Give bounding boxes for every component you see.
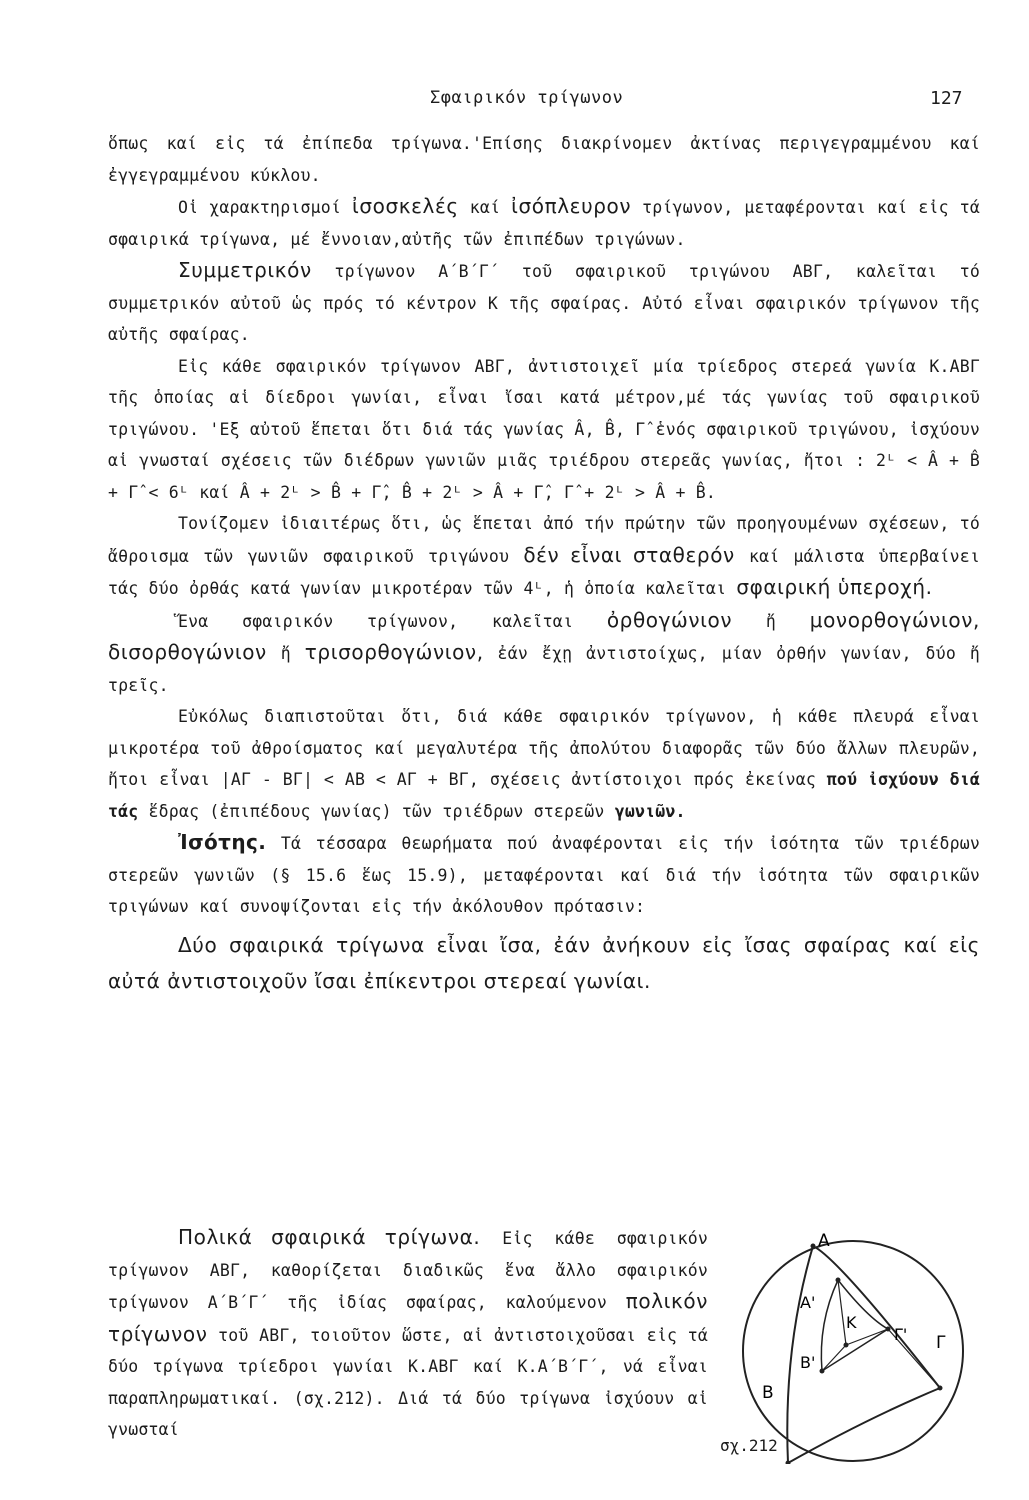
term-right: ὀρθογώνιον [606,607,733,632]
term-polar-triangles: Πολικά σφαιρικά τρίγωνα. [178,1225,481,1249]
p7-text-c: πού ἰσχύουν διά τάς [108,770,980,821]
p5-text-a: Τονίζομεν ἰδιαιτέρως ὅτι, ὡς ἕπεται ἀπό τήν πρώτην τῶν προηγουμένων σχέσεων, τό ἄθροισμα τῶν γωνιῶν σφαιρικοῦ τριγώνου [108,514,980,566]
term-equality: Ἰσότης. [178,830,267,854]
p7-equation: |ΑΓ - ΒΓ| < ΑΒ < ΑΓ + ΒΓ [220,770,469,789]
p3-text-b: τρίγωνον Α΄Β΄Γ΄ τοῦ σφαιρικοῦ τριγώνου ΑΒΓ, καλεῖται τό συμμετρικόν αὐτοῦ ὡς πρός τό κέντρον Κ τῆς σφαίρας. Αὐτό εἶναι σφαιρικόν τρίγωνον τῆς αὐτῆς σφαίρας. [108,262,980,344]
figure-caption: σχ.212 [720,1436,778,1455]
p2-text-e: τρίγωνον, μεταφέρονται καί εἰς τά σφαιρικά τρίγωνα, μέ ἔννοιαν,αὐτῆς τῶν ἐπιπέδων τριγώνων. [108,198,980,249]
paragraph-7 [108,701,980,827]
p9-text-d: τοῦ ΑΒΓ, τοιοῦτον ὥστε, αἱ ἀντιστοιχοῦσαι εἰς τά δύο τρίγωνα τρίεδροι γωνίαι Κ.ΑΒΓ καί Κ.Α΄Β΄Γ΄, νά εἶναι παραπληρωματικαί. (σχ.212). Διά τά δύο τρίγωνα ἰσχύουν αἱ γνωσταί [108,1325,708,1439]
term-spherical-excess: σφαιρική ὑπεροχή. [736,575,933,599]
p7-text-b: , σχέσεις ἀντίστοιχοι πρός ἐκείνας [468,770,827,789]
p7-text-a: Εὐκόλως διαπιστοῦται ὅτι, διά κάθε σφαιρικόν τρίγωνον, ἡ κάθε πλευρά εἶναι μικροτέρα τοῦ ἀθροίσματος καί μεγαλυτέρα τῆς ἀπολύτου διαφορᾶς τῶν δύο ἄλλων πλευρῶν, ἤτοι εἶναι [108,707,980,789]
label-A: A [818,1231,830,1251]
p4-text: Εἰς κάθε σφαιρικόν τρίγωνον ΑΒΓ, ἀντιστοιχεῖ μία τρίεδρος στερεά γωνία Κ.ΑΒΓ τῆς ὁποίας αἱ δίεδροι γωνίαι, εἶναι ἴσαι κατά μέτρον,μέ τάς γωνίας τοῦ σφαιρικοῦ τριγώνου. 'Εξ αὐτοῦ ἕπεται ὅτι διά τάς γωνίας Â, B̂, Γ̂ ἑνός σφαιρικοῦ τριγώνου, ἰσχύουν αἱ γνωσταί σχέσεις τῶν διέδρων γωνιῶν μιᾶς τριέδρου στερεᾶς γωνίας, ἤτοι : [108,356,980,470]
theorem-statement: Δύο σφαιρικά τρίγωνα εἶναι ἴσα, ἐάν ἀνήκουν εἰς ἴσας σφαίρας καί εἰς αὐτά ἀντιστοιχοῦν ἴσαι ἐπίκεντροι στερεαί γωνίαι. [108,932,980,993]
label-G1: Γ' [894,1325,908,1344]
K-to-A1 [838,1280,846,1345]
paragraph-1 [108,128,980,191]
term-polar-triangle: πολικόν τρίγωνον [108,1289,708,1346]
label-A1: A' [800,1293,816,1312]
page-number: 127 [930,88,963,109]
p4-equation-1: 2ᴸ < Â + B̂ + Γ̂ < 6ᴸ καί Â + 2ᴸ > B̂ + Γ̂, [108,451,981,502]
paragraph-6 [108,605,980,702]
p7-text-d: ἕδρας (ἐπιπέδους γωνίας) τῶν τριέδρων στερεῶν [138,801,615,821]
term-equilateral: ἰσόπλευρον [511,194,632,218]
polar-triangles-paragraph [108,1222,708,1446]
point-G [938,1386,943,1391]
figure-212 [718,1228,984,1464]
p9-text-b: Εἰς κάθε σφαιρικόν τρίγωνον ΑΒΓ, καθορίζεται διαδικῶς ἕνα ἄλλο σφαιρικόν τρίγωνον Α΄Β΄Γ΄ τῆς ἰδίας σφαίρας, καλούμενον [108,1229,708,1312]
p6-text-a: Ἕνα σφαιρικόν τρίγωνον, καλεῖται [178,611,607,631]
paragraph-4 [108,351,980,509]
p6-text-c: ἤ [732,611,810,631]
p7-text-e: γωνιῶν. [614,801,686,821]
p2-text-a: Οἱ χαρακτηρισμοί [178,198,352,217]
term-birectangular: μονορθογώνιον, δισορθογώνιον [108,607,980,664]
p6-text-e: ἤ [266,644,305,663]
paragraph-2 [108,191,980,255]
paragraph-5 [108,508,980,605]
body-text [108,128,980,999]
p5-text-c: καί μάλιστα ὑπερβαίνει τάς δύο ὀρθάς κατά γωνίαν μικροτέραν τῶν 4ᴸ, ἡ ὁποία καλεῖται [108,546,980,598]
label-B1: B' [800,1353,816,1372]
running-title: Σφαιρικόν τρίγωνον [430,88,624,108]
paragraph-9 [108,1222,708,1446]
p4-equation-2: B̂ + 2ᴸ > Â + Γ̂, Γ̂ + 2ᴸ > Â + B̂. [401,482,717,502]
p8-text-b: Τά τέσσαρα θεωρήματα πού ἀναφέρονται εἰς τήν ἰσότητα τῶν τριέδρων στερεῶν γωνιῶν (§ 15.6 ἕως 15.9), μεταφέρονται καί διά τήν ἰσότητα τῶν σφαιρικῶν τριγώνων καί συνοψίζονται εἰς τήν ἀκόλουθον πρότασιν: [108,834,980,916]
p2-text-c: καί [458,198,512,217]
term-trirectangular: τρισορθογώνιον, [304,640,484,664]
term-isosceles: ἰσοσκελές [351,194,459,218]
label-K: K [846,1313,857,1332]
term-not-constant: δέν εἶναι σταθερόν [523,542,735,567]
term-symmetric: Συμμετρικόν [178,258,312,282]
point-G1 [886,1327,891,1332]
label-G: Γ [936,1333,946,1353]
point-A1 [836,1278,841,1283]
point-B1 [820,1369,825,1374]
label-B: B [762,1383,774,1403]
point-A [811,1244,816,1249]
point-K [844,1343,849,1348]
p6-text-g: ἐάν ἔχῃ ἀντιστοίχως, μίαν ὀρθήν γωνίαν, δύο ἤ τρεῖς. [108,644,980,695]
paragraph-3 [108,255,980,351]
paragraph-1-text: ὅπως καί εἰς τά ἐπίπεδα τρίγωνα.'Επίσης διακρίνομεν ἀκτίνας περιγεγραμμένου καί ἐγγεγραμμένου κύκλου. [108,134,980,185]
paragraph-8 [108,827,980,923]
